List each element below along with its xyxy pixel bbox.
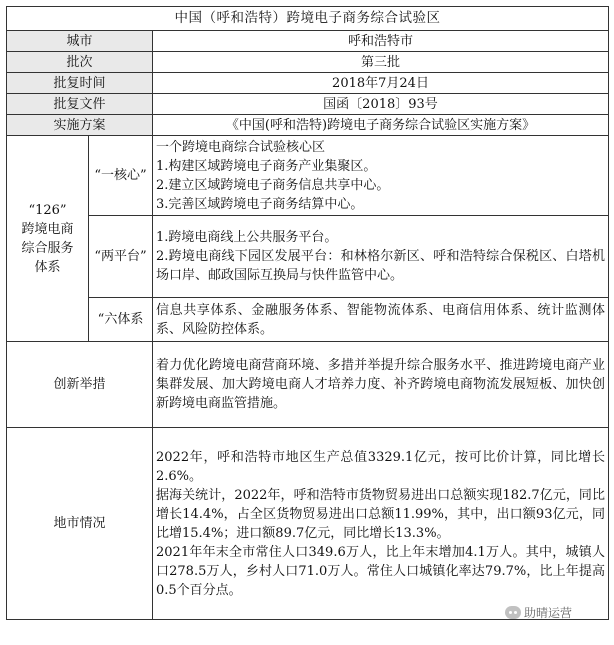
value-platforms xyxy=(153,216,609,298)
value-approval-doc: 国函〔2018〕93号 xyxy=(153,94,609,115)
core-intro: 一个跨境电商综合试验核心区 xyxy=(156,139,326,155)
local-paragraph: 据海关统计，2022年，呼和浩特市货物贸易进出口总额实现182.7亿元，同比增长14.4%，占全区货物贸易进出口总额11.99%，其中，出口额93亿元，同比增15.4%；进口额89.7亿元，同比增长13.3%。 xyxy=(156,487,605,541)
value-batch: 第三批 xyxy=(153,52,609,73)
label-city: 城市 xyxy=(7,31,153,52)
value-local xyxy=(153,428,609,620)
system-label-line2: 跨境电商 xyxy=(21,221,74,237)
label-approval-doc: 批复文件 xyxy=(7,94,153,115)
system-label-line4: 体系 xyxy=(34,259,61,275)
value-innovation: 着力优化跨境电商营商环境、多措并举提升综合服务水平、推进跨境电商产业集群发展、加大跨境电商人才培养力度、补齐跨境电商物流发展短板、加快创新跨境电商监管措施。 xyxy=(153,342,609,428)
label-batch: 批次 xyxy=(7,52,153,73)
label-plan: 实施方案 xyxy=(7,115,153,136)
local-paragraph: 2022年，呼和浩特市地区生产总值3329.1亿元，按可比价计算，同比增长2.6%。 xyxy=(156,449,605,484)
label-systems: “六体系 xyxy=(89,298,153,342)
value-systems: 信息共享体系、金融服务体系、智能物流体系、电商信用体系、统计监测体系、风险防控体系。 xyxy=(153,298,609,342)
wechat-icon xyxy=(505,606,521,619)
core-item: 2.建立区域跨境电子商务信息共享中心。 xyxy=(156,177,390,193)
platform-item: 1.跨境电商线上公共服务平台。 xyxy=(156,230,338,245)
value-approval-time: 2018年7月24日 xyxy=(153,73,609,94)
system-label-line1: “126” xyxy=(28,202,67,218)
label-system xyxy=(7,136,89,342)
label-platforms: “两平台” xyxy=(89,216,153,298)
platform-item: 2.跨境电商线下园区发展平台：和林格尔新区、呼和浩特综合保税区、白塔机场口岸、邮政国际互换局与快件监管中心。 xyxy=(156,249,605,283)
table-title: 中国（呼和浩特）跨境电子商务综合试验区 xyxy=(7,7,609,31)
label-innovation: 创新举措 xyxy=(7,342,153,428)
watermark xyxy=(505,604,572,621)
value-plan: 《中国(呼和浩特)跨境电子商务综合试验区实施方案》 xyxy=(153,115,609,136)
value-core xyxy=(153,136,609,216)
system-label-line3: 综合服务 xyxy=(21,240,74,256)
value-city: 呼和浩特市 xyxy=(153,31,609,52)
core-item: 3.完善区域跨境电子商务结算中心。 xyxy=(156,196,364,212)
label-core: “一核心” xyxy=(89,136,153,216)
label-approval-time: 批复时间 xyxy=(7,73,153,94)
watermark-text: 助晴运营 xyxy=(524,606,573,620)
core-item: 1.构建区域跨境电子商务产业集聚区。 xyxy=(156,158,377,174)
info-table xyxy=(6,6,609,620)
label-local: 地市情况 xyxy=(7,428,153,620)
local-paragraph: 2021年年末全市常住人口349.6万人，比上年末增加4.1万人。其中，城镇人口278.5万人，乡村人口71.0万人。常住人口城镇化率达79.7%，比上年提高0.5个百分点。 xyxy=(156,544,605,598)
